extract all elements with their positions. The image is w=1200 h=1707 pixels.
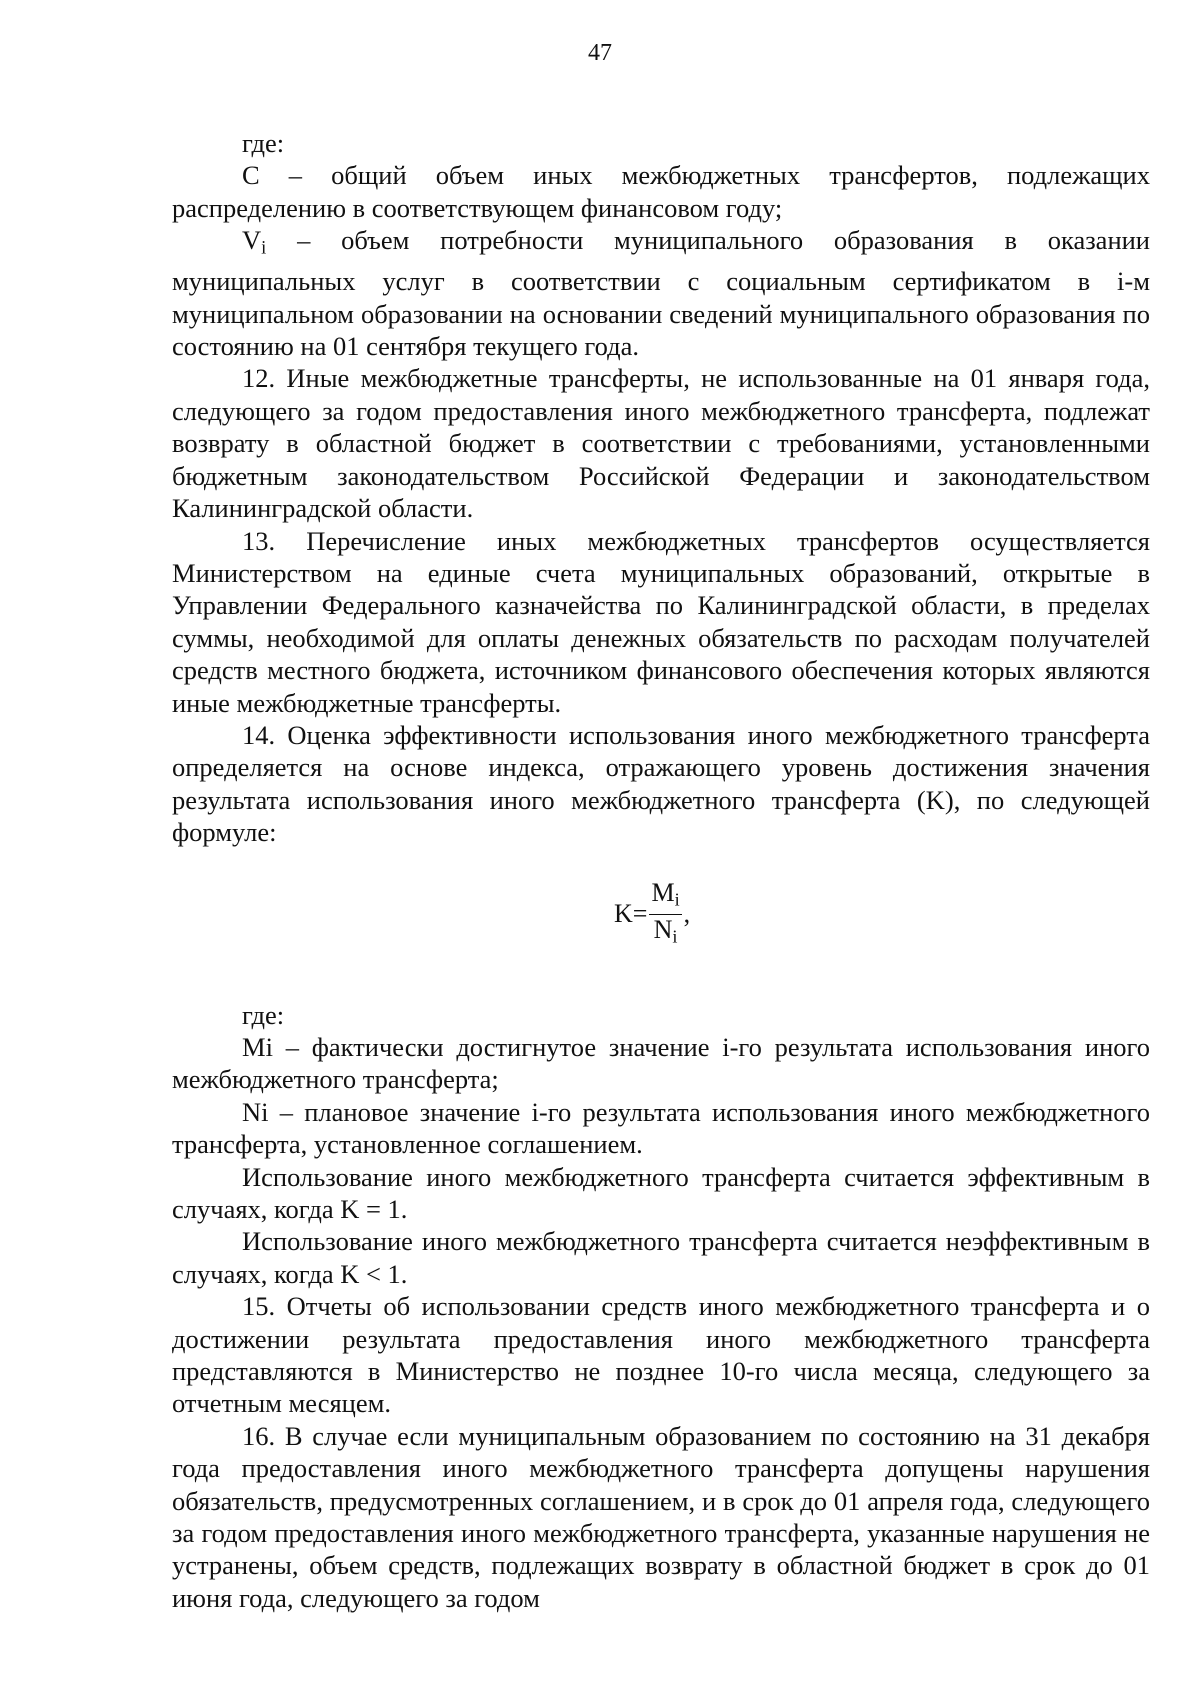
formula-numerator (649, 879, 681, 916)
formula-denominator (652, 915, 680, 951)
denominator-subscript: i (672, 926, 678, 947)
paragraph-14: 14. Оценка эффективности использования иного межбюджетного трансферта определяется на основе индекса, отражающего уровень достижения значения результата использования иного межбюджетного трансферта (K), по следующей формуле: (172, 719, 1150, 848)
paragraph-where: где: (242, 128, 285, 158)
document-body (172, 127, 1150, 1614)
paragraph-12: 12. Иные межбюджетные трансферты, не использованные на 01 января года, следующего за годом предоставления иного межбюджетного трансферта, подлежат возврату в областной бюджет в соответствии с требованиями, установленными бюджетным законодательством Российской Федерации и законодательством Калининградской области. (172, 363, 1150, 524)
numerator-symbol: M (651, 877, 675, 907)
vi-subscript: i (261, 237, 267, 259)
formula-k (614, 879, 690, 951)
denominator-symbol: N (653, 915, 673, 945)
vi-text: – объем потребности муниципального образования в оказании муниципальных услуг в соответствии с социальным сертификатом в i-м муниципальном образовании на основании сведений муниципального образования по состоянию на 01 сентября текущего года. (172, 225, 1150, 362)
paragraph-effective: Использование иного межбюджетного трансферта считается эффективным в случаях, когда K = 1. (172, 1161, 1150, 1224)
paragraph-15: 15. Отчеты об использовании средств иного межбюджетного трансферта и о достижении результата предоставления иного межбюджетного трансферта представляются в Министерство не позднее 10-го числа месяца, следующего за отчетным месяцем. (172, 1291, 1150, 1419)
formula-fraction (649, 879, 681, 951)
paragraph-ni-definition: Ni – плановое значение i-го результата использования иного межбюджетного трансферта, установленное соглашением. (172, 1096, 1150, 1160)
numerator-subscript: i (674, 889, 680, 910)
vi-symbol: V (242, 225, 262, 256)
paragraph-where-2: где: (242, 999, 285, 1030)
formula-block (172, 849, 1150, 999)
page-number: 47 (588, 40, 612, 66)
paragraph-vi-definition (172, 224, 1150, 362)
paragraph-c-definition: С – общий объем иных межбюджетных трансфертов, подлежащих распределению в соответствующем финансовом году; (172, 160, 1150, 223)
paragraph-16: 16. В случае если муниципальным образованием по состоянию на 31 декабря года предоставления иного межбюджетного трансферта допущены нарушения обязательств, предусмотренных соглашением, и в срок до 01 апреля года, следующего за годом предоставления иного межбюджетного трансферта, указанные нарушения не устранены, объем средств, подлежащих возврату в областной бюджет в срок до 01 июня года, следующего за годом (172, 1420, 1150, 1613)
paragraph-mi-definition: Mi – фактически достигнутое значение i-го результата использования иного межбюджетного трансферта; (172, 1031, 1150, 1095)
paragraph-13: 13. Перечисление иных межбюджетных трансфертов осуществляется Министерством на единые счета муниципальных образований, открытые в Управлении Федерального казначейства по Калининградской области, в пределах суммы, необходимой для оплаты денежных обязательств по расходам получателей средств местного бюджета, источником финансового обеспечения которых являются иные межбюджетные трансферты. (172, 525, 1150, 718)
formula-lhs: K= (614, 899, 648, 929)
formula-tail: , (683, 899, 691, 929)
paragraph-ineffective: Использование иного межбюджетного трансферта считается неэффективным в случаях, когда K < 1. (172, 1226, 1150, 1289)
